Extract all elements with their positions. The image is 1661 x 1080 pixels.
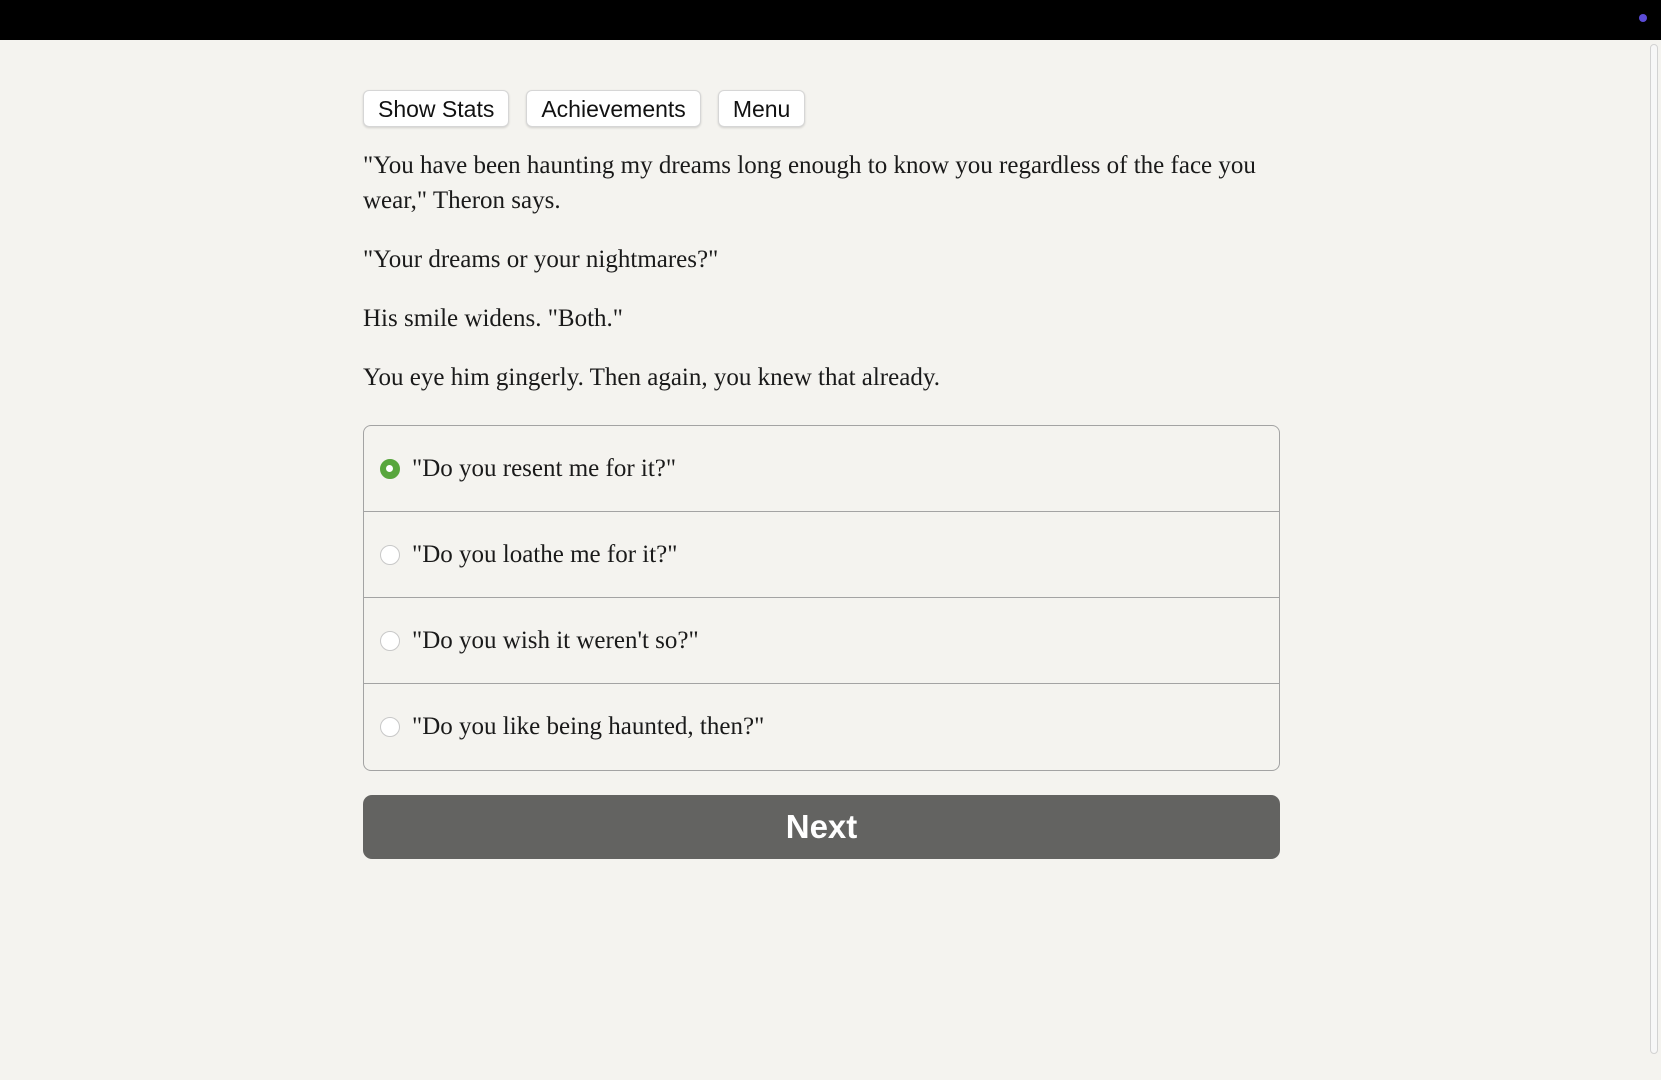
- story-text: [363, 148, 1280, 395]
- choice-label: "Do you resent me for it?": [412, 454, 677, 482]
- show-stats-button[interactable]: Show Stats: [363, 90, 509, 127]
- next-button[interactable]: Next: [363, 795, 1280, 859]
- story-paragraph: You eye him gingerly. Then again, you knew that already.: [363, 364, 940, 391]
- radio-button[interactable]: [380, 717, 400, 737]
- story-paragraph: "You have been haunting my dreams long enough to know you regardless of the face you wear," Theron says.: [363, 152, 1256, 214]
- choice-option[interactable]: [364, 512, 1279, 598]
- choice-option[interactable]: [364, 426, 1279, 512]
- story-paragraph: "Your dreams or your nightmares?": [363, 246, 719, 273]
- radio-button[interactable]: [380, 459, 400, 479]
- choice-label: "Do you loathe me for it?": [412, 540, 678, 568]
- menu-button[interactable]: Menu: [718, 90, 806, 127]
- radio-button[interactable]: [380, 631, 400, 651]
- choice-list: [363, 425, 1280, 771]
- status-dot-icon: [1639, 14, 1647, 22]
- top-bar: [0, 0, 1661, 40]
- choice-option[interactable]: [364, 684, 1279, 770]
- choice-label: "Do you wish it weren't so?": [412, 626, 699, 654]
- story-paragraph: His smile widens. "Both.": [363, 305, 623, 332]
- choice-label: "Do you like being haunted, then?": [412, 713, 765, 740]
- achievements-button[interactable]: Achievements: [526, 90, 700, 127]
- game-container: [363, 90, 1280, 859]
- toolbar: [363, 90, 1280, 127]
- choice-option[interactable]: [364, 598, 1279, 684]
- scrollbar-thumb[interactable]: [1650, 44, 1658, 1054]
- radio-button[interactable]: [380, 545, 400, 565]
